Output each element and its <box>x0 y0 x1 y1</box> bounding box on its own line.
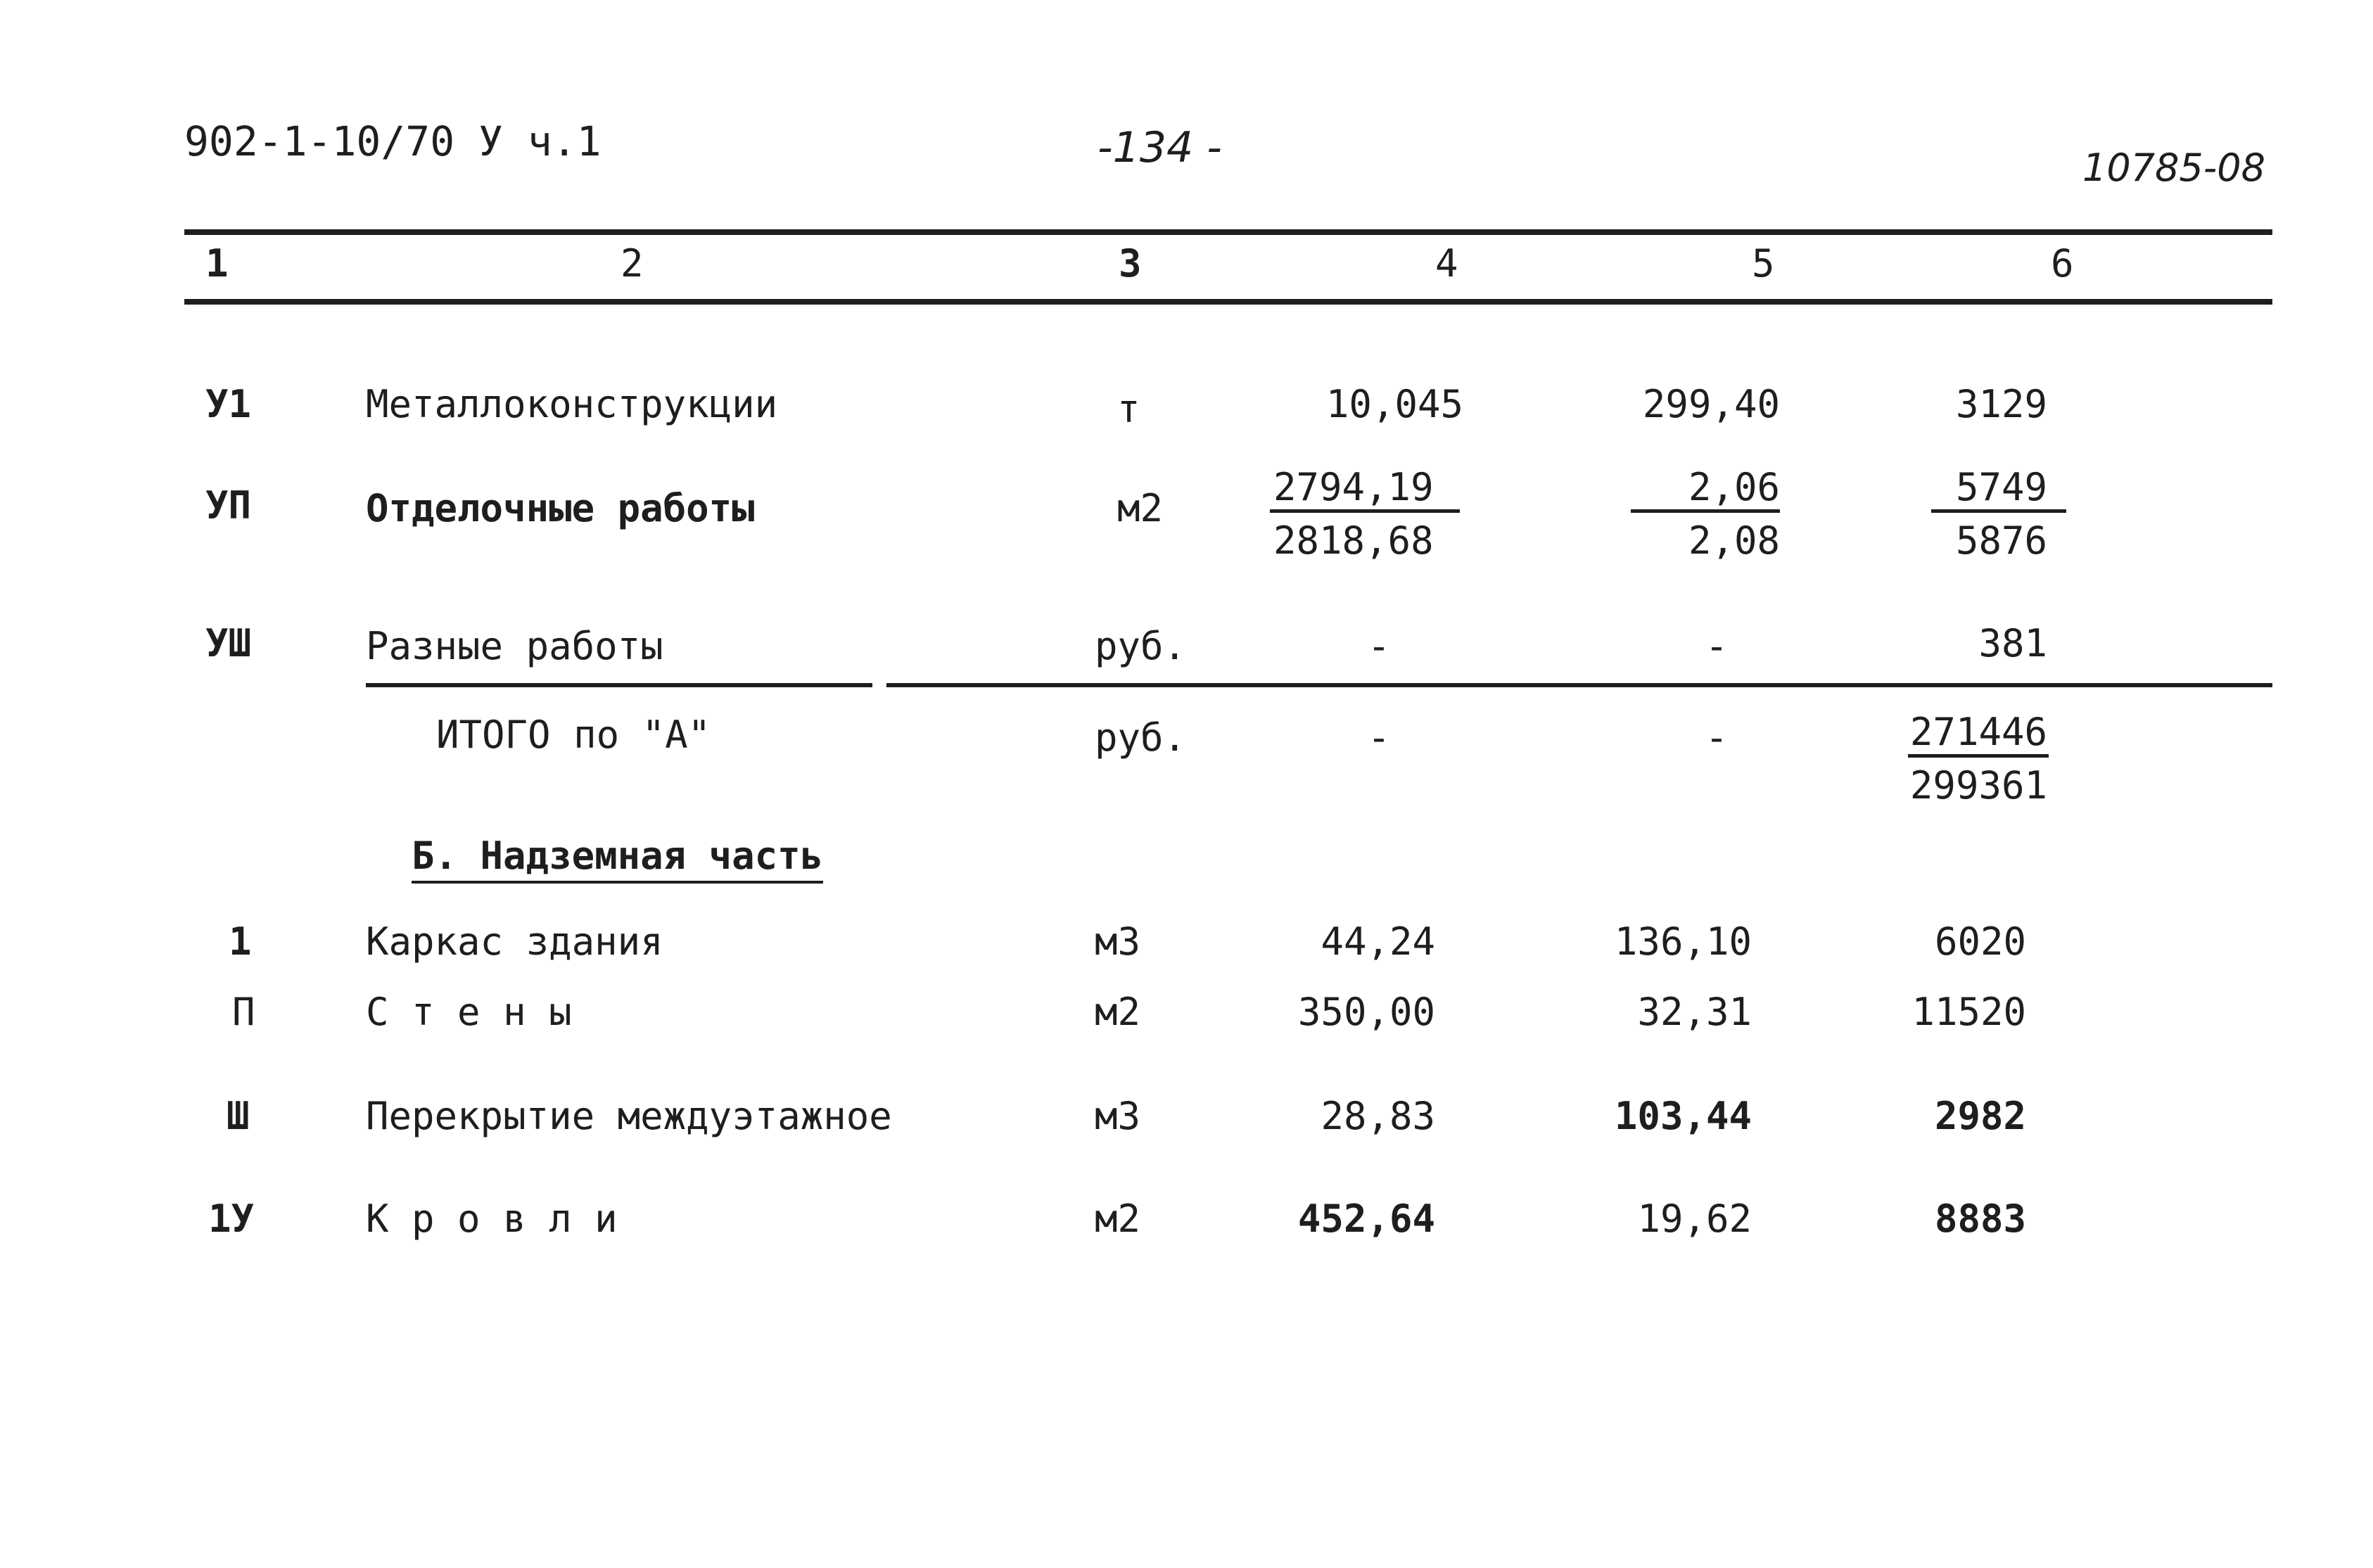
fraction-line <box>1631 509 1780 513</box>
row-name: С т е н ы <box>366 990 572 1034</box>
column-header-4: 4 <box>1435 241 1458 286</box>
archive-stamp-number: 10785-08 <box>2082 146 2265 190</box>
row-unit: м3 <box>1095 1094 1141 1138</box>
row-name: Отделочные работы <box>366 486 755 530</box>
document-part: У ч.1 <box>478 117 602 165</box>
section-heading-text: Б. Надземная часть <box>412 834 823 884</box>
row-number: Ш <box>227 1094 250 1138</box>
row-quantity: 10,045 <box>1325 382 1463 426</box>
subtotal-quantity: - <box>1367 715 1391 760</box>
subtotal-unit: руб. <box>1095 715 1187 760</box>
row-number: 1У <box>208 1197 255 1241</box>
row-total: 11520 <box>1911 990 2026 1034</box>
header-top-rule <box>184 229 2272 235</box>
row-quantity: 44,24 <box>1321 919 1435 964</box>
column-header-3: 3 <box>1119 241 1142 286</box>
row-total-numerator: 5749 <box>1955 465 2047 509</box>
row-total: 381 <box>1978 621 2047 665</box>
fraction-line <box>1270 509 1460 513</box>
row-unit-price: - <box>1705 624 1729 668</box>
row-unit-price: 299,40 <box>1642 382 1780 426</box>
column-header-2: 2 <box>621 241 644 286</box>
row-quantity-numerator: 2794,19 <box>1273 465 1434 509</box>
subtotal-unit-price: - <box>1705 715 1729 760</box>
row-unit-price: 103,44 <box>1614 1094 1752 1138</box>
row-name: Металлоконструкции <box>366 382 778 426</box>
row-number: 1 <box>229 919 252 964</box>
fraction-line <box>1908 754 2049 758</box>
row-unit: т <box>1117 387 1140 431</box>
row-total: 3129 <box>1955 382 2047 426</box>
row-total: 2982 <box>1934 1094 2026 1138</box>
subtotal-total-denominator: 299361 <box>1909 763 2047 808</box>
subtotal-rule-left <box>366 683 872 687</box>
row-name: Разные работы <box>366 624 663 668</box>
row-number: УШ <box>205 621 252 665</box>
row-quantity: - <box>1367 624 1391 668</box>
row-number: УП <box>205 483 252 528</box>
row-total: 6020 <box>1934 919 2026 964</box>
subtotal-label: ИТОГО по "А" <box>436 713 711 757</box>
row-unit-price: 32,31 <box>1637 990 1752 1034</box>
section-heading <box>412 834 824 878</box>
row-name: К р о в л и <box>366 1197 618 1241</box>
row-unit-price: 136,10 <box>1614 919 1752 964</box>
page-number: -134 - <box>1098 123 1222 172</box>
row-quantity: 350,00 <box>1297 990 1435 1034</box>
row-unit-price: 19,62 <box>1637 1197 1752 1241</box>
row-unit-price-denominator: 2,08 <box>1688 518 1780 563</box>
subtotal-rule-right <box>886 683 2272 687</box>
row-number: П <box>232 990 255 1034</box>
header-bottom-rule <box>184 299 2272 305</box>
column-header-6: 6 <box>2051 241 2074 286</box>
row-unit: руб. <box>1095 624 1187 668</box>
row-unit: м2 <box>1095 1197 1141 1241</box>
row-unit: м2 <box>1117 486 1164 530</box>
row-total-denominator: 5876 <box>1955 518 2047 563</box>
row-quantity: 28,83 <box>1321 1094 1435 1138</box>
row-quantity: 452,64 <box>1297 1197 1435 1241</box>
column-header-1: 1 <box>205 241 229 286</box>
row-unit-price-numerator: 2,06 <box>1688 465 1780 509</box>
row-unit: м2 <box>1095 990 1141 1034</box>
row-total: 8883 <box>1934 1197 2026 1241</box>
row-quantity-denominator: 2818,68 <box>1273 518 1434 563</box>
row-number: У1 <box>205 382 252 426</box>
fraction-line <box>1931 509 2066 513</box>
column-header-5: 5 <box>1752 241 1775 286</box>
row-name: Перекрытие междуэтажное <box>366 1094 892 1138</box>
row-name: Каркас здания <box>366 919 663 964</box>
document-code: 902-1-10/70 <box>184 117 455 165</box>
row-unit: м3 <box>1095 919 1141 964</box>
subtotal-total-numerator: 271446 <box>1909 710 2047 754</box>
